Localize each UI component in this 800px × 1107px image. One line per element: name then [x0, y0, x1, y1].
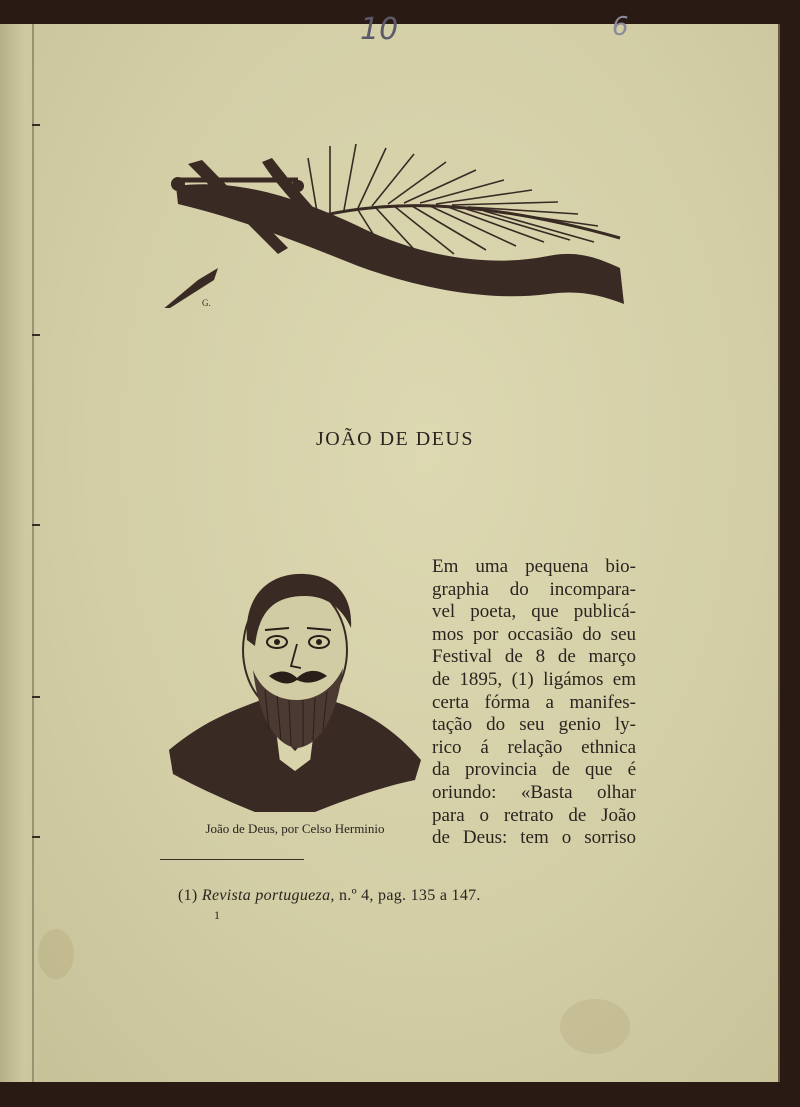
body-line: Festival de 8 de março	[432, 646, 636, 668]
palm-quill-ornament	[158, 118, 628, 308]
footnote-rule	[160, 859, 304, 860]
spine-shadow	[0, 24, 40, 1082]
body-line: para o retrato de João	[432, 804, 636, 826]
handwritten-page-number: 10	[360, 12, 399, 47]
body-line: de 1895, (1) ligámos em	[432, 668, 636, 690]
signature-mark: 1	[214, 908, 220, 922]
svg-text:G.: G.	[202, 298, 211, 308]
portrait-engraving	[165, 550, 425, 820]
body-line: Em uma pequena bio-	[432, 556, 636, 577]
body-line: rico á relação ethnica	[432, 736, 636, 758]
body-line: certa fórma a manifes-	[432, 691, 636, 713]
binding-mark	[32, 124, 40, 126]
body-line: da provincia de que é	[432, 759, 636, 781]
footnote-marker: (1)	[178, 887, 198, 904]
body-line: de Deus: tem o sorriso	[432, 827, 636, 849]
portrait-caption: João de Deus, por Celso Herminio	[205, 821, 385, 836]
binding-mark	[32, 524, 40, 526]
binding-mark	[32, 334, 40, 336]
body-line: mos por occasião do seu	[432, 623, 636, 645]
handwritten-mark: 6	[612, 12, 629, 42]
svg-text:CH: CH	[171, 759, 194, 776]
body-line: vel poeta, que publicá-	[432, 601, 636, 623]
paper-stain	[38, 929, 74, 979]
footnote-source: Revista portugueza,	[201, 887, 335, 904]
binding-mark	[32, 836, 40, 838]
spine-fold	[32, 24, 34, 1082]
body-line: tação do seu genio ly-	[432, 714, 636, 736]
footnote	[178, 887, 481, 905]
article-body	[432, 556, 636, 850]
article-title: JOÃO DE DEUS	[316, 428, 474, 450]
body-line: oriundo: «Basta olhar	[432, 781, 636, 803]
footnote-reference: n.º 4, pag. 135 a 147.	[334, 887, 481, 904]
binding-mark	[32, 696, 40, 698]
paper-stain	[560, 999, 630, 1054]
body-line: graphia do incompara-	[432, 578, 636, 600]
